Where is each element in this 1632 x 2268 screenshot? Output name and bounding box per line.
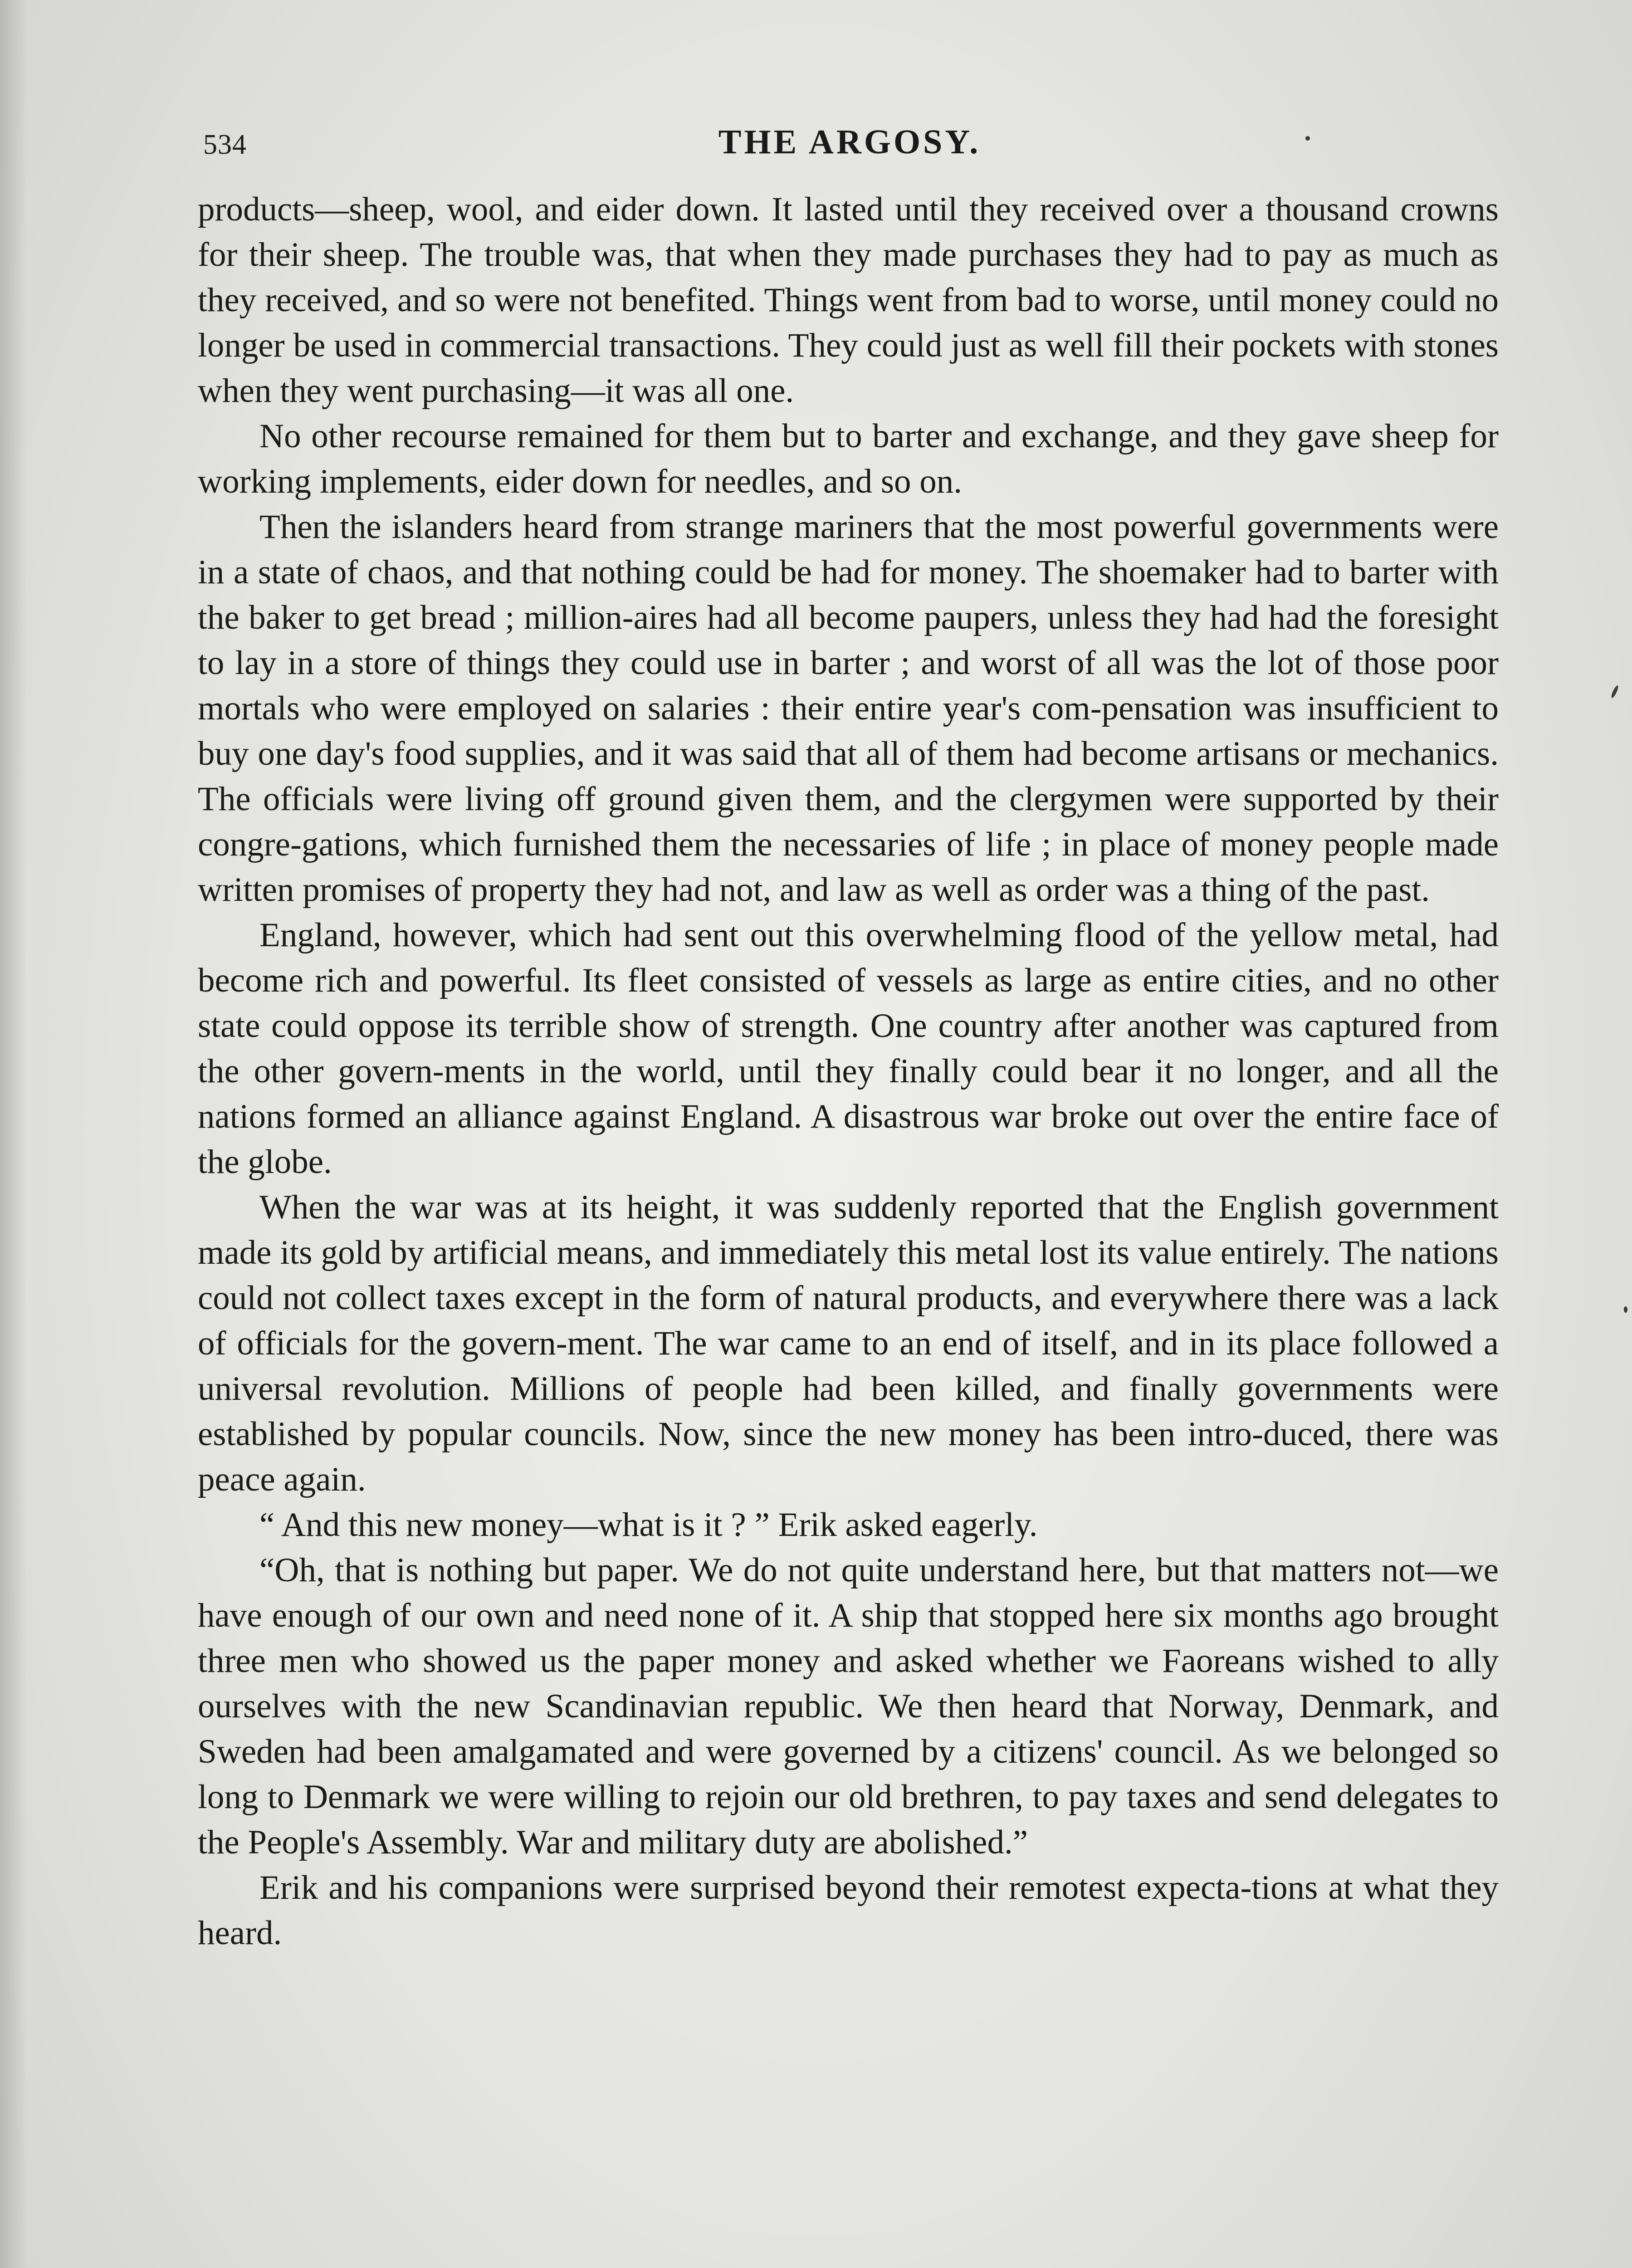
paragraph: When the war was at its height, it was suddenly reported that the English government made its gold by artificial means, and immediately this metal lost its value entirely. The nations could not collect taxes except in the form of natural products, and everywhere there was a lack of officials for the govern-ment. The war came to an end of itself, and in its place followed a universal revolution. Millions of people had been killed, and finally governments were established by popular councils. Now, since the new money has been intro-duced, there was peace again. [198, 1188, 1499, 1498]
paragraph: “ And this new money—what is it ? ” Erik asked eagerly. [259, 1506, 1038, 1544]
body-text [198, 187, 1499, 1956]
page-number: 534 [203, 129, 247, 160]
page-header [203, 122, 1496, 172]
paragraph: Erik and his companions were surprised beyond their remotest expecta-tions at what they heard. [198, 1869, 1499, 1952]
paragraph: products—sheep, wool, and eider down. It lasted until they received over a thousand crowns for their sheep. The trouble was, that when they made purchases they had to pay as much as they received, and so were not benefited. Things went from bad to worse, until money could no longer be used in commercial transactions. They could just as well fill their pockets with stones when they went purchasing—it was all one. [198, 191, 1499, 410]
paragraph: “Oh, that is nothing but paper. We do not quite understand here, but that matters not—we have enough of our own and need none of it. A ship that stopped here six months ago brought three men who showed us the paper money and asked whether we Faoreans wished to ally ourselves with the new Scandinavian republic. We then heard that Norway, Denmark, and Sweden had been amalgamated and were governed by a citizens' council. As we belonged so long to Denmark we were willing to rejoin our old brethren, to pay taxes and send delegates to the People's Assembly. War and military duty are abolished.” [198, 1551, 1499, 1861]
page-shadow-left [0, 0, 27, 2268]
paragraph: Then the islanders heard from strange mariners that the most powerful governments were in a state of chaos, and that nothing could be had for money. The shoemaker had to barter with the baker to get bread ; million-aires had all become paupers, unless they had had the foresight to lay in a store of things they could use in barter ; and worst of all was the lot of those poor mortals who were employed on salaries : their entire year's com-pensation was insufficient to buy one day's food supplies, and it was said that all of them had become artisans or mechanics. The officials were living off ground given them, and the clergymen were supported by their congre-gations, which furnished them the necessaries of life ; in place of money people made written promises of property they had not, and law as well as order was a thing of the past. [198, 508, 1499, 909]
paragraph: England, however, which had sent out this overwhelming flood of the yellow metal, had become rich and powerful. Its fleet consisted of vessels as large as entire cities, and no other state could oppose its terrible show of strength. One country after another was captured from the other govern-ments in the world, until they finally could bear it no longer, and all the nations formed an alliance against England. A disastrous war broke out over the entire face of the globe. [198, 916, 1499, 1181]
paper-speck [1305, 136, 1310, 141]
paper-speck [1624, 1306, 1627, 1313]
paragraph: No other recourse remained for them but to barter and exchange, and they gave sheep for working implements, eider down for needles, and so on. [198, 417, 1499, 500]
paper-speck [1610, 685, 1619, 699]
running-head: THE ARGOSY. [718, 123, 981, 161]
